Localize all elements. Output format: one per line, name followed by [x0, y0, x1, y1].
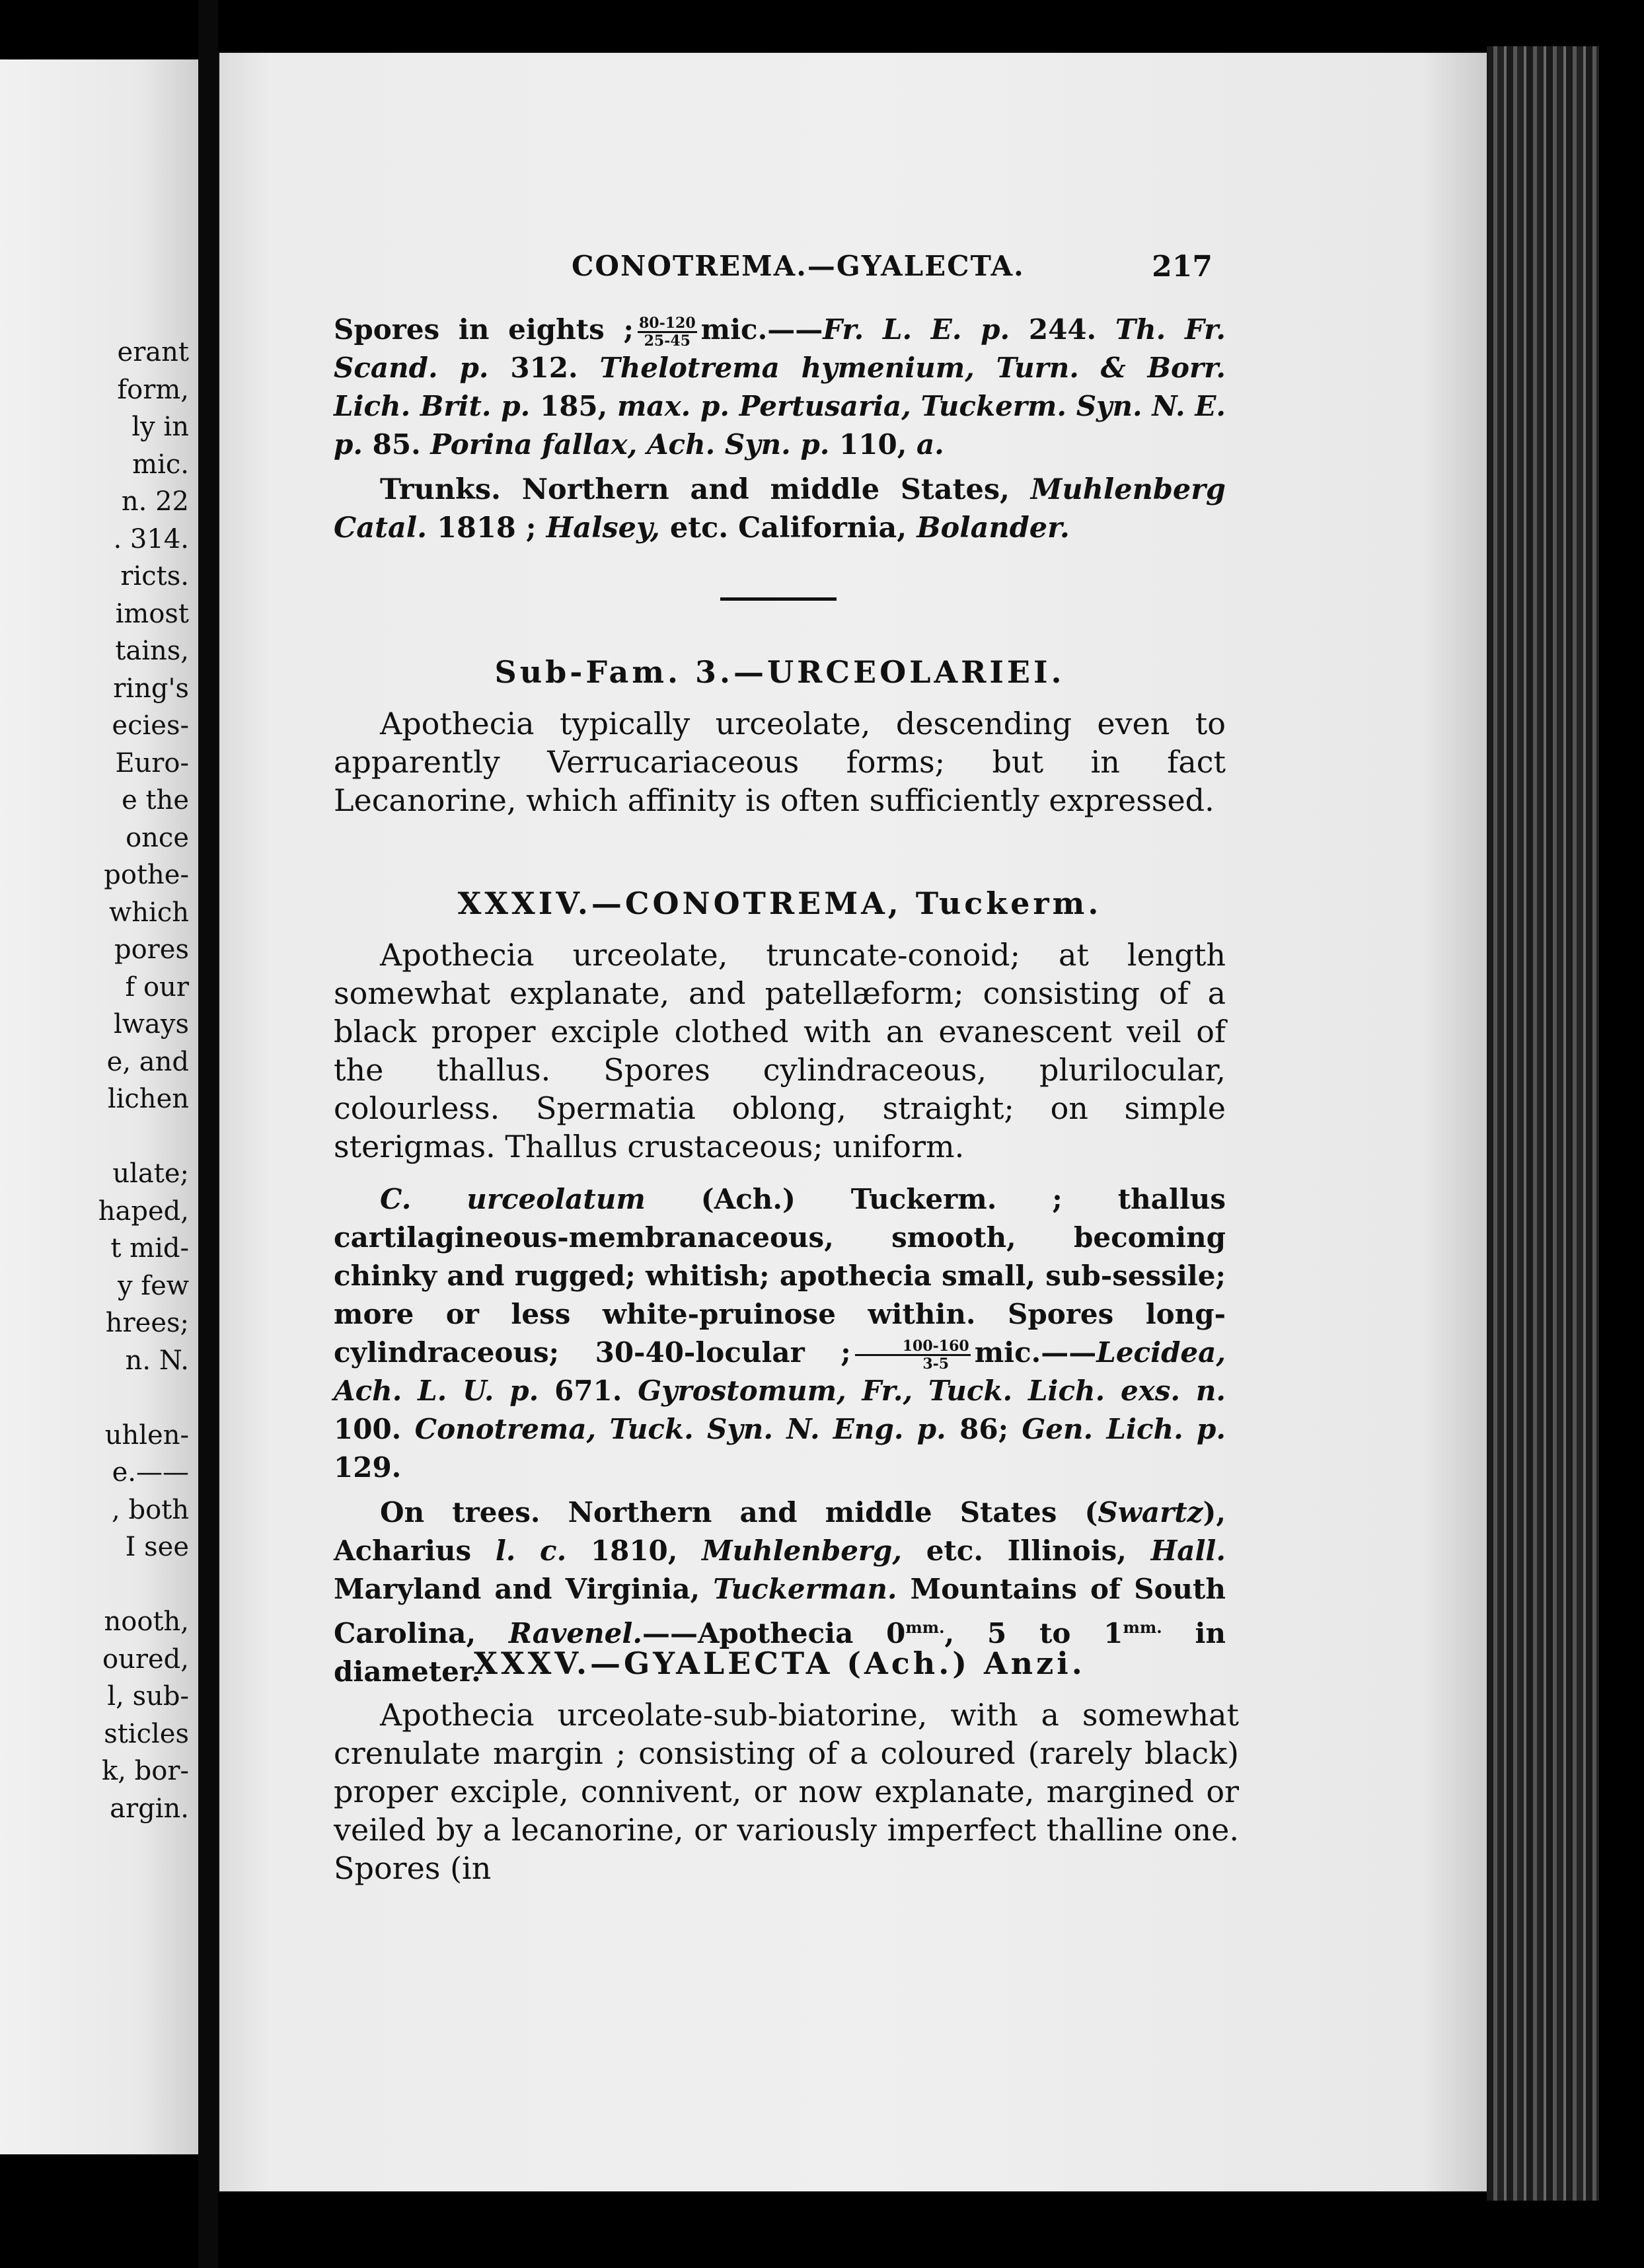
habitat-paragraph: Trunks. Northern and middle States, Muhlenberg Catal. 1818 ; Halsey, etc. California, Bolander.: [334, 473, 1226, 545]
citation-paragraph: Spores in eights ; $\frac{80-120}{25-45}$ mic.——Fr. L. E. p. 244. Th. Fr. Scand. p. 312. Thelotrema hymenium, Turn. & Borr. Lich. Brit. p. 185, max. p. Pertusaria, Tuckerm. Syn. N. E. p. 85. Porina fallax, Ach. Syn. p. 110, a.: [334, 313, 1226, 461]
section-rule: [720, 597, 837, 601]
facing-page-line: t mid-: [110, 1233, 189, 1264]
facing-page-line: k, bor-: [102, 1756, 189, 1786]
facing-page-line: mic.: [132, 449, 189, 480]
facing-page-line: n. 22: [121, 486, 189, 517]
genus-heading-gyalecta: XXXV.—GYALECTA (Ach.) Anzi.: [474, 1645, 1086, 1681]
facing-page-line: ricts.: [120, 561, 189, 591]
facing-page-line: lways: [113, 1009, 189, 1040]
facing-page-line: lichen: [107, 1084, 189, 1114]
subfamily-description: Apothecia typically urceolate, descending even to apparently Verrucariaceous forms; but in fact Lecanorine, which affinity is often sufficiently expressed.: [334, 706, 1226, 818]
genus-conotrema: [334, 936, 1226, 1691]
facing-page-line: ring's: [113, 673, 189, 704]
facing-page-line: ecies-: [112, 710, 189, 741]
facing-page-line: y few: [117, 1270, 189, 1301]
spore-size-fraction: $\frac{80-120}{25-45}$: [638, 314, 696, 350]
species-paragraph: C. urceolatum (Ach.) Tuckerm. ; thallus cartilagineous-membranaceous, smooth, becoming chinky and rugged; whitish; apothecia small, sub-sessile; more or less white-pruinose within. Spores long-cylindraceous; 30-40-locular ; $\frac{100-160}{3-5}$ mic.——Lecidea, Ach. L. U. p. 671. Gyrostomum, Fr., Tuck. Lich. exs. n. 100. Conotrema, Tuck. Syn. N. Eng. p. 86; Gen. Lich. p. 129.: [334, 1183, 1226, 1484]
facing-page-line: pores: [114, 934, 189, 965]
facing-page-line: erant: [117, 337, 189, 367]
background-edge: [1599, 53, 1644, 2220]
page-number: 217: [1152, 250, 1213, 284]
facing-page-line: argin.: [110, 1793, 189, 1824]
facing-page-line: oured,: [102, 1644, 189, 1675]
facing-page-line: l, sub-: [107, 1681, 189, 1712]
running-head: [334, 250, 1219, 289]
genus-description: Apothecia urceolate, truncate-conoid; at length somewhat explanate, and patellæform; consisting of a black proper exciple clothed with an evanescent veil of the thallus. Spores cylindraceous, plurilocular, colourless. Spermatia oblong, straight; on simple sterigmas. Thallus crustaceous; uniform.: [334, 937, 1226, 1164]
facing-page-line: haped,: [98, 1195, 189, 1227]
facing-page-line: e, and: [106, 1046, 189, 1077]
book-gutter: [198, 0, 218, 2268]
genus-heading-conotrema: XXXIV.—CONOTREMA, Tuckerm.: [457, 886, 1102, 921]
facing-page-line: nooth,: [104, 1606, 189, 1637]
running-head-title: CONOTREMA.—GYALECTA.: [572, 250, 1025, 282]
facing-page-line: which: [109, 897, 189, 928]
facing-page-line: pothe-: [104, 860, 189, 890]
species-continuation: [334, 311, 1226, 547]
facing-page-line: hrees;: [105, 1308, 189, 1338]
facing-page-line: , both: [112, 1494, 189, 1525]
subfamily-heading: Sub-Fam. 3.—URCEOLARIEI.: [494, 654, 1065, 690]
species-habitat: On trees. Northern and middle States (Swartz), Acharius l. c. 1810, Muhlenberg, etc. Illinois, Hall. Maryland and Virginia, Tuckerman. Mountains of South Carolina, Ravenel.——Apothecia $0^{mm.}$, 5 to $1^{mm.}$ in diameter.: [334, 1496, 1226, 1688]
facing-page-line: n. N.: [125, 1345, 189, 1376]
spore-size-fraction: $\frac{100-160}{3-5}$: [855, 1338, 971, 1372]
facing-page-line: ly in: [131, 412, 189, 442]
facing-page-line: I see: [125, 1532, 189, 1562]
facing-page-line: tains,: [115, 636, 189, 666]
genus-gyalecta: Apothecia urceolate-sub-biatorine, with a somewhat crenulate margin ; consisting of a coloured (rarely black) proper exciple, connivent, or now explanate, margined or veiled by a lecanorine, or variously imperfect thalline one. Spores (in: [334, 1697, 1239, 1886]
facing-page-line: uhlen-: [104, 1419, 189, 1451]
facing-page-line: ulate;: [112, 1158, 189, 1189]
facing-page: [0, 59, 198, 2154]
facing-page-line: Euro-: [115, 747, 189, 778]
facing-page-line: form,: [117, 374, 189, 405]
facing-page-line: . 314.: [113, 523, 189, 554]
facing-page-line: e the: [122, 785, 189, 815]
facing-page-line: e.——: [112, 1457, 189, 1488]
facing-page-line: once: [126, 822, 189, 853]
page-edges: [1487, 46, 1599, 2201]
facing-page-line: sticles: [104, 1718, 189, 1749]
facing-page-line: imost: [115, 598, 189, 629]
facing-page-line: f our: [125, 971, 189, 1002]
